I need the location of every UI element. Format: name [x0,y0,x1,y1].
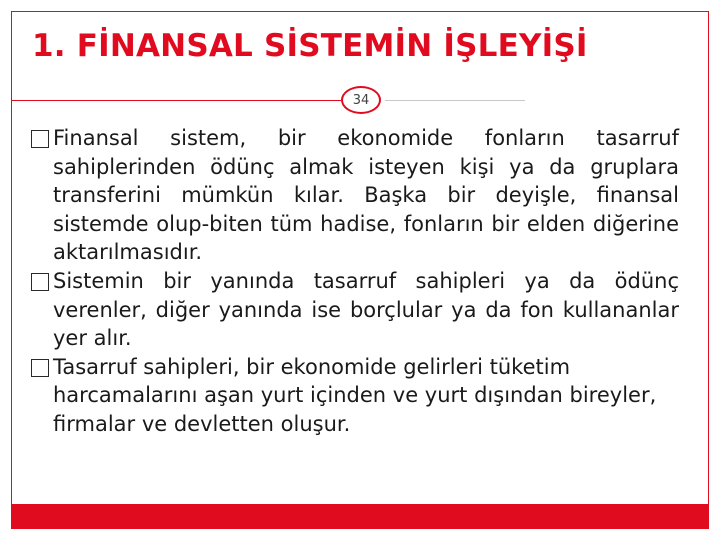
title-divider [11,100,341,101]
bullet-item [31,267,679,353]
square-bullet-icon [31,359,49,377]
bullet-text: Sistemin bir yanında tasarruf sahipleri ya da ödünç verenler, diğer yanında ise borçlular ya da fon kullananlar yer alır. [53,268,679,351]
title-divider-right [385,100,525,101]
square-bullet-icon [31,273,49,291]
slide-body [31,124,679,439]
bullet-item [31,124,679,267]
bullet-text: Tasarruf sahipleri, bir ekonomide gelirleri tüketim harcamalarını aşan yurt içinden ve yurt dışından bireyler, firmalar ve devletten oluşur. [53,354,657,436]
page-number-badge: 34 [341,86,381,114]
bullet-item [31,353,679,439]
bullet-text: Finansal sistem, bir ekonomide fonların tasarruf sahiplerinden ödünç almak isteyen kişi ya da gruplara transferini mümkün kılar. Başka bir deyişle, finansal sistemde olup-biten tüm hadise, fonların bir elden diğerine aktarılmasıdır. [53,126,679,265]
square-bullet-icon [31,130,49,148]
footer-bar [11,504,709,529]
slide-title: 1. FİNANSAL SİSTEMİN İŞLEYİŞİ [32,28,588,64]
